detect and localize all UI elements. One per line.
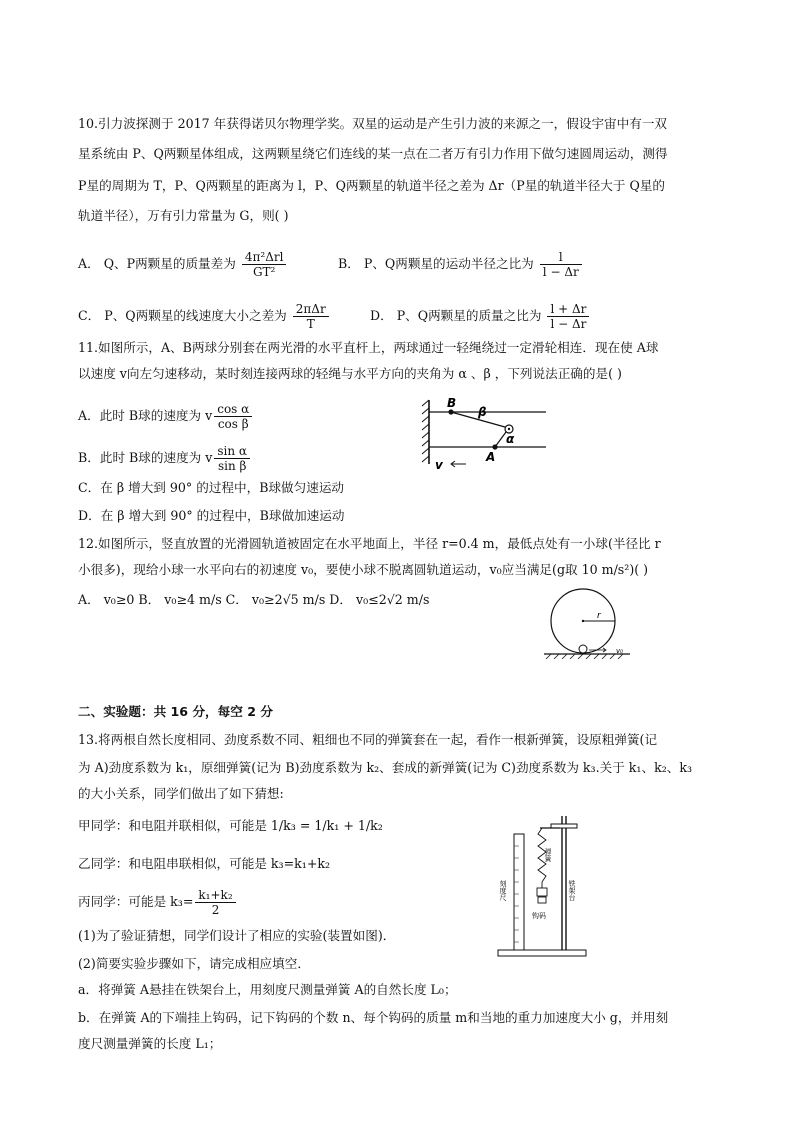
q10-option-b-den: l − Δr	[542, 265, 579, 279]
q11-option-a-text: A．此时 B球的速度为 v	[78, 408, 213, 423]
q13-step-2: (2)简要实验步骤如下，请完成相应填空．	[78, 956, 310, 971]
q11-option-c: C．在 β 增大到 90° 的过程中，B球做匀速运动	[78, 480, 345, 495]
q10-option-b	[338, 250, 584, 279]
q13-label-weight: 钩码	[532, 912, 546, 920]
q11-label-v: v	[435, 458, 443, 472]
q11-option-b	[78, 444, 252, 473]
q12-line-1: 12.如图所示，竖直放置的光滑圆轨道被固定在水平地面上，半径 r=0.4 m，最低点处有一小球(半径比 r	[78, 536, 661, 551]
q10-option-a-text: A． Q、P两颗星的质量差为	[78, 256, 236, 271]
q13-label-stand: 铁架台	[568, 880, 576, 901]
q11-option-b-den: sin β	[217, 459, 247, 473]
q13-guess-bing-num: k₁+k₂	[195, 888, 235, 903]
q10-line-1: 10.引力波探测于 2017 年获得诺贝尔物理学奖。双星的运动是产生引力波的来源之一，假设宇宙中有一双	[78, 116, 668, 131]
q13-guess-jia-formula: 1/k₃ = 1/k₁ + 1/k₂	[270, 818, 383, 833]
q10-line-3: P星的周期为 T，P、Q两颗星的距离为 l，P、Q两颗星的轨道半径之差为 Δr（P星的轨道半径大于 Q星的	[78, 178, 665, 193]
q13-line-3: 的大小关系，同学们做出了如下猜想:	[78, 786, 284, 801]
q10-option-a-fraction	[242, 250, 287, 279]
q12-options: A． v₀≥0 B． v₀≥4 m/s C． v₀≥2√5 m/s D． v₀≤2√2 m/s	[78, 592, 430, 607]
q10-option-a-den: GT²	[252, 265, 276, 279]
q10-option-c-text: C． P、Q两颗星的线速度大小之差为	[78, 308, 287, 323]
q10-option-a-num: 4π²Δrl	[242, 250, 287, 265]
q10-option-c-fraction	[293, 302, 329, 331]
q10-option-a	[78, 250, 288, 279]
q10-option-b-num: l	[540, 250, 582, 265]
section-2-title: 二、实验题：共 16 分，每空 2 分	[78, 704, 273, 719]
q12-line-2: 小很多)，现给小球一水平向右的初速度 v₀，要使小球不脱离圆轨道运动，v₀应当满足(g取 10 m/s²)( )	[78, 562, 649, 577]
q13-guess-yi: 乙同学：和电阻串联相似，可能是 k₃=k₁+k₂	[78, 856, 331, 871]
q10-option-b-fraction	[540, 250, 582, 279]
q13-guess-bing-fraction	[195, 888, 235, 917]
q13-step-b-1: b．在弹簧 A的下端挂上钩码，记下钩码的个数 n、每个钩码的质量 m和当地的重力加速度大小 g，并用刻	[78, 1010, 669, 1025]
q12-circle-track-figure	[540, 586, 640, 662]
q13-step-b-2: 度尺测量弹簧的长度 L₁；	[78, 1036, 222, 1051]
q11-pulley-figure	[420, 396, 560, 474]
q13-guess-bing-den: 2	[211, 903, 220, 917]
q11-option-a-den: cos β	[217, 417, 249, 431]
q13-guess-jia	[78, 818, 383, 834]
q13-guess-bing	[78, 888, 238, 917]
q11-label-a: A	[486, 450, 496, 464]
q12-label-r: r	[597, 611, 601, 621]
q11-label-b: B	[447, 396, 457, 410]
q10-option-d-num: l + Δr	[547, 302, 589, 317]
q10-option-c-num: 2πΔr	[293, 302, 329, 317]
q13-guess-jia-text: 甲同学：和电阻并联相似，可能是	[78, 818, 267, 833]
q13-step-a: a．将弹簧 A悬挂在铁架台上，用刻度尺测量弹簧 A的自然长度 L₀；	[78, 982, 457, 997]
q11-label-beta: β	[478, 405, 487, 419]
q11-option-b-fraction	[214, 444, 250, 473]
q11-line-1: 11.如图所示，A、B两球分别套在两光滑的水平直杆上，两球通过一轻绳绕过一定滑轮相连．现在使 A球	[78, 340, 659, 355]
q11-option-a-fraction	[214, 402, 252, 431]
q11-option-d: D．在 β 增大到 90° 的过程中，B球做加速运动	[78, 508, 345, 523]
q10-option-c	[78, 302, 331, 331]
q10-line-2: 星系统由 P、Q两颗星体组成，这两颗星绕它们连线的某一点在二者万有引力作用下做匀速圆周运动，测得	[78, 146, 668, 161]
q11-line-2: 以速度 v向左匀速移动，某时刻连接两球的轻绳与水平方向的夹角为 α 、β ，下列说法正确的是( )	[78, 366, 622, 381]
q11-option-a-num: cos α	[214, 402, 252, 417]
q13-label-ruler: 刻度尺	[499, 880, 507, 901]
q10-option-d-fraction	[547, 302, 589, 331]
q11-label-alpha: α	[506, 432, 515, 446]
q11-option-a	[78, 402, 254, 431]
q13-step-1: (1)为了验证猜想，同学们设计了相应的实验(装置如图)．	[78, 928, 396, 943]
q10-line-4: 轨道半径），万有引力常量为 G，则( )	[78, 208, 289, 223]
q11-option-b-text: B．此时 B球的速度为 v	[78, 450, 213, 465]
q13-line-1: 13.将两根自然长度相同、劲度系数不同、粗细也不同的弹簧套在一起，看作一根新弹簧，设原粗弹簧(记	[78, 732, 658, 747]
q10-option-d-den: l − Δr	[550, 317, 587, 331]
q11-option-b-num: sin α	[214, 444, 250, 459]
q13-label-spring: 弹簧	[544, 848, 552, 862]
q13-guess-bing-text: 丙同学：可能是 k₃=	[78, 894, 194, 909]
q10-option-b-text: B． P、Q两颗星的运动半径之比为	[338, 256, 534, 271]
q12-label-v0: v₀	[616, 647, 623, 655]
q13-line-2: 为 A)劲度系数为 k₁，原细弹簧(记为 B)劲度系数为 k₂、套成的新弹簧(记为 C)劲度系数为 k₃.关于 k₁、k₂、k₃	[78, 760, 693, 775]
q13-spring-apparatus-figure	[494, 810, 590, 960]
q10-option-d-text: D． P、Q两颗星的质量之比为	[370, 308, 542, 323]
q10-option-d	[370, 302, 591, 331]
q10-option-c-den: T	[306, 317, 315, 331]
